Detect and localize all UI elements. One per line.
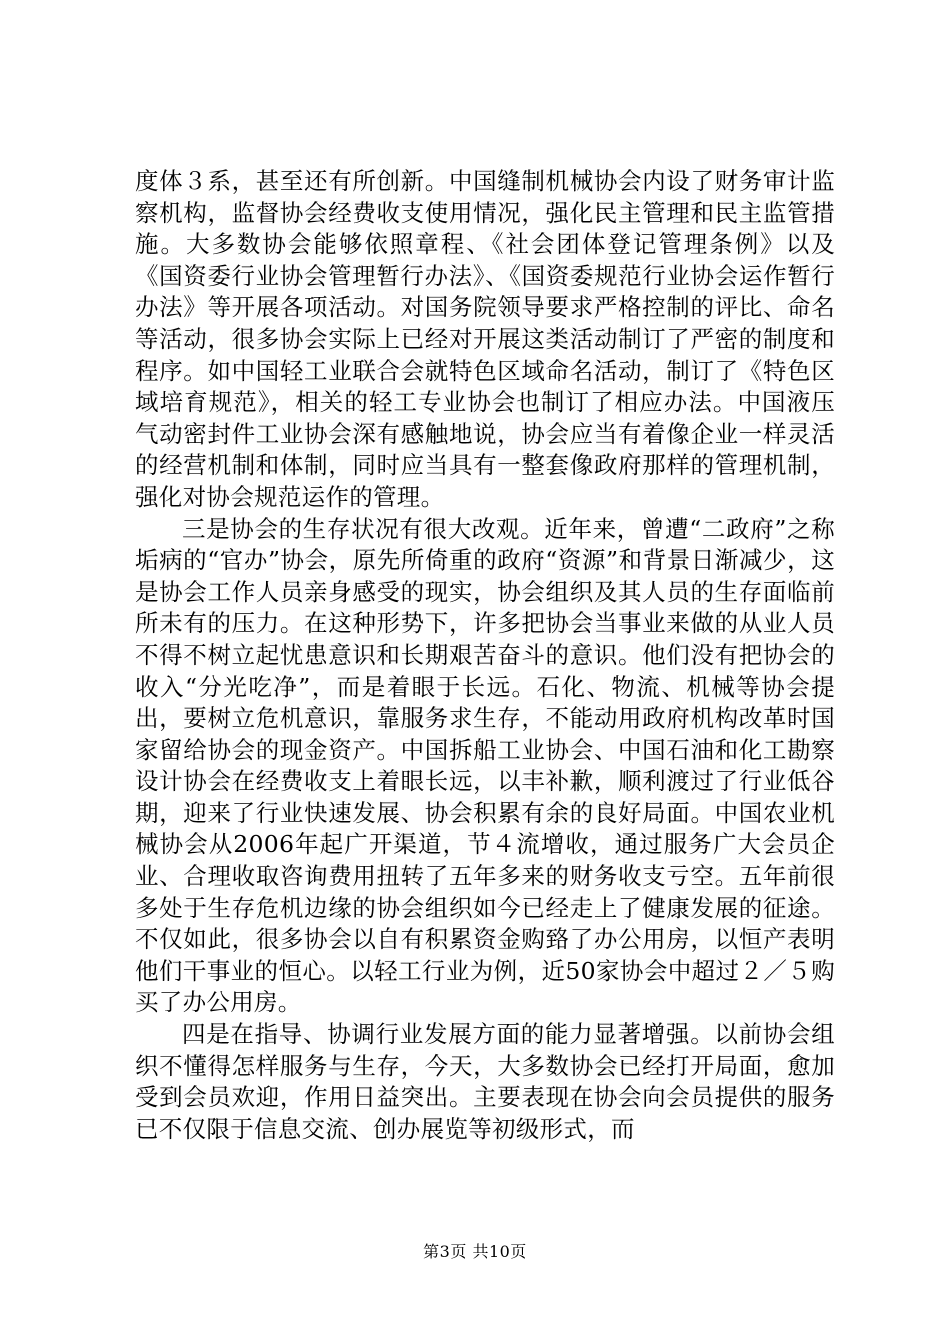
page-number: 第3页 共10页 bbox=[423, 1242, 527, 1261]
page-footer bbox=[0, 1242, 950, 1262]
paragraph-1: 度体３系，甚至还有所创新。中国缝制机械协会内设了财务审计监察机构，监督协会经费收支使用情况，强化民主管理和民主监管措施。大多数协会能够依照章程、《社会团体登记管理条例》以及《国资委行业协会管理暂行办法》、《国资委规范行业协会运作暂行办法》等开展各项活动。对国务院领导要求严格控制的评比、命名等活动，很多协会实际上已经对开展这类活动制订了严密的制度和程序。如中国轻工业联合会就特色区域命名活动，制订了《特色区域培育规范》，相关的轻工专业协会也制订了相应办法。中国液压气动密封件工业协会深有感触地说，协会应当有着像企业一样灵活的经营机制和体制，同时应当具有一整套像政府那样的管理机制，强化对协会规范运作的管理。 bbox=[135, 167, 835, 511]
document-body bbox=[135, 166, 835, 1145]
paragraph-3: 四是在指导、协调行业发展方面的能力显著增强。以前协会组织不懂得怎样服务与生存，今天，大多数协会已经打开局面，愈加受到会员欢迎，作用日益突出。主要表现在协会向会员提供的服务已不仅限于信息交流、创办展览等初级形式，而 bbox=[135, 1020, 835, 1143]
paragraph-2: 三是协会的生存状况有很大改观。近年来，曾遭“二政府”之称垢病的“官办”协会，原先所倚重的政府“资源”和背景日渐减少，这是协会工作人员亲身感受的现实，协会组织及其人员的生存面临前所未有的压力。在这种形势下，许多把协会当事业来做的从业人员不得不树立起忧患意识和长期艰苦奋斗的意识。他们没有把协会的收入“分光吃净”，而是着眼于长远。石化、物流、机械等协会提出，要树立危机意识，靠服务求生存，不能动用政府机构改革时国家留给协会的现金资产。中国拆船工业协会、中国石油和化工勘察设计协会在经费收支上着眼长远，以丰补歉，顺利渡过了行业低谷期，迎来了行业快速发展、协会积累有余的良好局面。中国农业机械协会从2006年起广开渠道，节４流增收，通过服务广大会员企业、合理收取咨询费用扭转了五年多来的财务收支亏空。五年前很多处于生存危机边缘的协会组织如今已经走上了健康发展的征途。不仅如此，很多协会以自有积累资金购臵了办公用房，以恒产表明他们干事业的恒心。以轻工行业为例，近50家协会中超过２／５购买了办公用房。 bbox=[135, 514, 835, 1017]
